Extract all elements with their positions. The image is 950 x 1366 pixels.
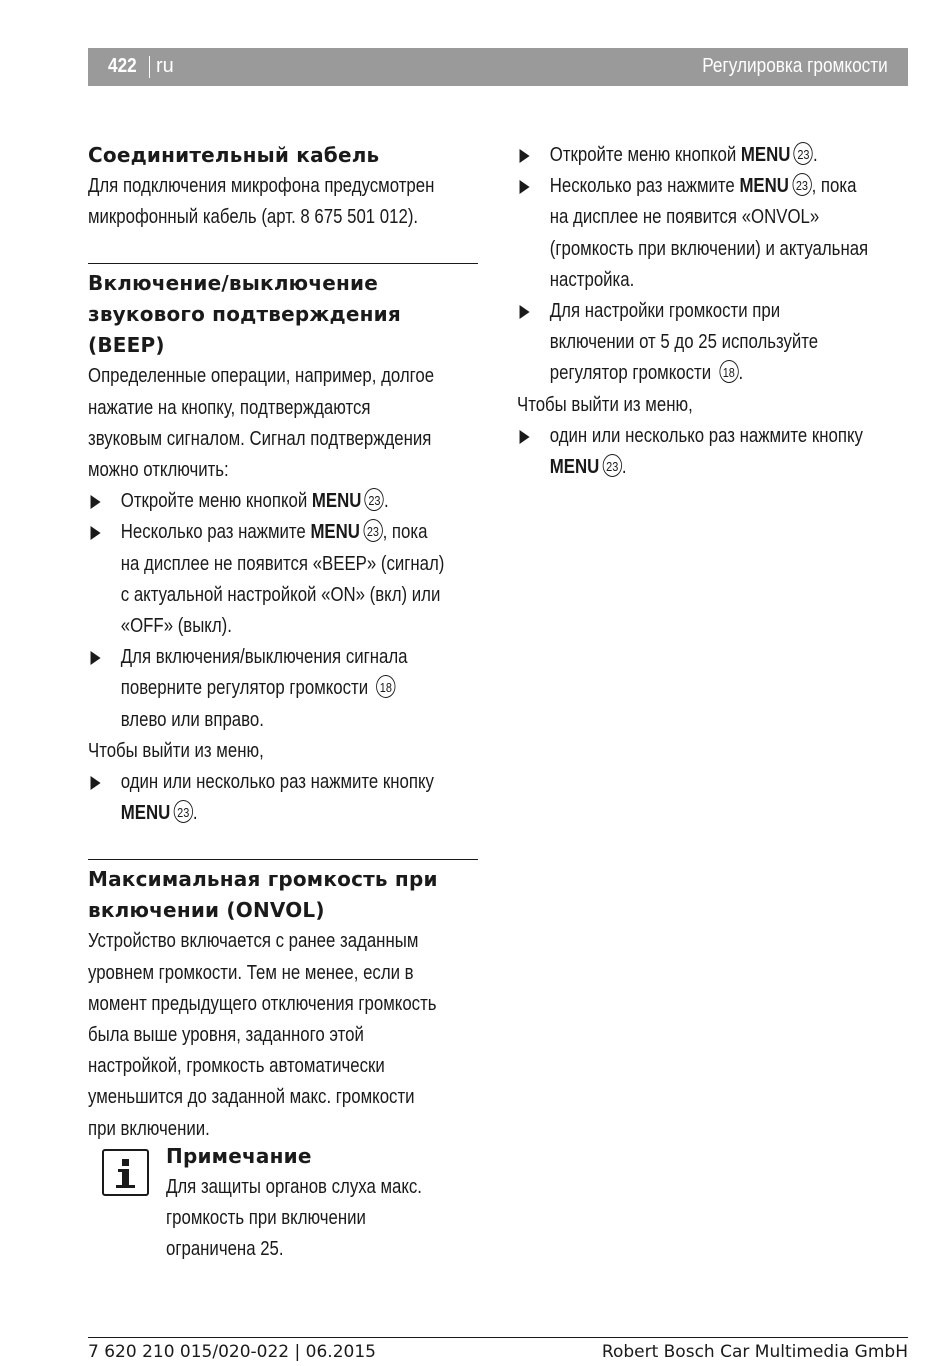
bullet-text: включении от 5 до 25 используйте (549, 331, 819, 354)
bullet-text: на дисплее не появится «BEEP» (сигнал) (120, 552, 445, 575)
callout-number: 18 (719, 360, 738, 383)
text-line: была выше уровня, заданного этой (88, 1024, 364, 1047)
menu-button-label: MENU (739, 175, 789, 198)
bullet-text: Несколько раз нажмите (549, 175, 740, 198)
onvol-heading-line: Максимальная громкость при (88, 867, 438, 892)
punctuation: . (192, 802, 198, 825)
callout-number: 18 (376, 675, 395, 698)
callout-number: 23 (174, 800, 193, 823)
publisher: Robert Bosch Car Multimedia GmbH (601, 1342, 908, 1362)
punctuation: . (621, 456, 627, 479)
text-line: громкость при включении (166, 1207, 366, 1230)
menu-button-label: MENU (311, 490, 362, 513)
beep-section-body (88, 361, 483, 829)
note-block (166, 1141, 486, 1266)
left-column (88, 140, 478, 1145)
callout-number: 23 (792, 173, 811, 196)
bullet-text: (громкость при включении) и актуальная (549, 237, 869, 260)
list-item (517, 140, 916, 171)
text-line: нажатие на кнопку, подтверждаются (88, 396, 371, 419)
text-line: Для подключения микрофона предусмотрен (88, 175, 435, 197)
menu-button-label: MENU (310, 521, 360, 544)
onvol-steps (517, 140, 916, 483)
list-item (88, 642, 483, 736)
onvol-heading (88, 864, 478, 926)
text-line: Чтобы выйти из меню, (517, 393, 693, 416)
punctuation: . (738, 362, 744, 385)
text-line: при включении. (88, 1117, 210, 1140)
text-line: уровнем громкости. Тем не менее, если в (88, 961, 414, 984)
list-item (517, 171, 916, 296)
text-line: уменьшится до заданной макс. громкости (88, 1086, 415, 1109)
text-line: Чтобы выйти из меню, (88, 739, 264, 762)
bullet-text: Для настройки громкости при (549, 300, 781, 323)
text-line: Устройство включается с ранее заданным (88, 930, 419, 953)
note-text (166, 1172, 485, 1266)
header-divider (149, 56, 150, 78)
note-title: Примечание (166, 1144, 312, 1168)
list-item (88, 517, 483, 642)
bullet-text: Откройте меню кнопкой (120, 490, 312, 513)
list-item (88, 486, 483, 517)
bullet-arrow-icon (91, 776, 101, 790)
bullet-text: с актуальной настройкой «ON» (вкл) или (120, 583, 441, 606)
text-line: Определенные операции, например, долгое (88, 365, 435, 388)
footer-divider (88, 1337, 908, 1338)
bullet-text: Откройте меню кнопкой (549, 144, 741, 166)
bullet-text: , пока (811, 175, 857, 198)
bullet-arrow-icon (91, 651, 101, 665)
list-item (88, 767, 483, 829)
cable-paragraph (88, 171, 483, 233)
bullet-text: Для включения/выключения сигнала (120, 646, 408, 669)
bullet-text: поверните регулятор громкости (120, 677, 373, 700)
page-header (88, 48, 908, 86)
bullet-text: на дисплее не появится «ONVOL» (549, 206, 820, 229)
callout-number: 23 (363, 519, 382, 542)
text-line: ограничена 25. (166, 1238, 284, 1261)
callout-number: 23 (365, 488, 384, 511)
info-icon-dot (122, 1159, 129, 1166)
bullet-text: настройка. (549, 268, 635, 291)
text-line: можно отключить: (88, 459, 229, 482)
onvol-heading-line: включении (ONVOL) (88, 898, 325, 923)
bullet-text: один или несколько раз нажмите кнопку (549, 424, 863, 447)
bullet-text: влево или вправо. (120, 708, 264, 731)
bullet-arrow-icon (520, 180, 530, 194)
page-number: 422 (108, 55, 137, 77)
text-line: момент предыдущего отключения громкость (88, 992, 437, 1015)
onvol-paragraph (88, 926, 483, 1144)
callout-number: 23 (794, 142, 813, 165)
text-line: звуковым сигналом. Сигнал подтверждения (88, 427, 432, 450)
info-icon-base (116, 1185, 135, 1188)
language-code: ru (156, 55, 174, 77)
document-number: 7 620 210 015/020-022 | 06.2015 (88, 1342, 376, 1362)
menu-button-label: MENU (549, 456, 600, 479)
bullet-text: Несколько раз нажмите (120, 521, 311, 544)
callout-number: 23 (603, 454, 622, 477)
text-line: Для защиты органов слуха макс. (166, 1176, 422, 1198)
right-column (517, 140, 912, 483)
list-item (517, 296, 916, 390)
punctuation: . (813, 144, 818, 166)
punctuation: . (384, 490, 389, 513)
bullet-arrow-icon (520, 305, 530, 319)
bullet-text: , пока (382, 521, 428, 544)
bullet-text: регулятор громкости (549, 362, 716, 385)
bullet-text: один или несколько раз нажмите кнопку (120, 771, 434, 794)
text-line: настройкой, громкость автоматически (88, 1055, 385, 1078)
cable-heading: Соединительный кабель (88, 143, 380, 167)
beep-heading-line: Включение/выключение (88, 271, 379, 296)
text-line: микрофонный кабель (арт. 8 675 501 012). (88, 206, 419, 229)
bullet-text: «OFF» (выкл). (120, 615, 232, 638)
bullet-arrow-icon (520, 430, 530, 444)
list-item (517, 421, 916, 483)
beep-heading (88, 268, 478, 361)
section-title: Регулировка громкости (702, 55, 888, 77)
info-icon (102, 1149, 149, 1196)
menu-button-label: MENU (740, 144, 791, 166)
bullet-arrow-icon (91, 495, 101, 509)
menu-button-label: MENU (120, 802, 171, 825)
beep-heading-line: звукового подтверждения (BEEP) (88, 302, 401, 358)
bullet-arrow-icon (91, 526, 101, 540)
bullet-arrow-icon (520, 149, 530, 163)
